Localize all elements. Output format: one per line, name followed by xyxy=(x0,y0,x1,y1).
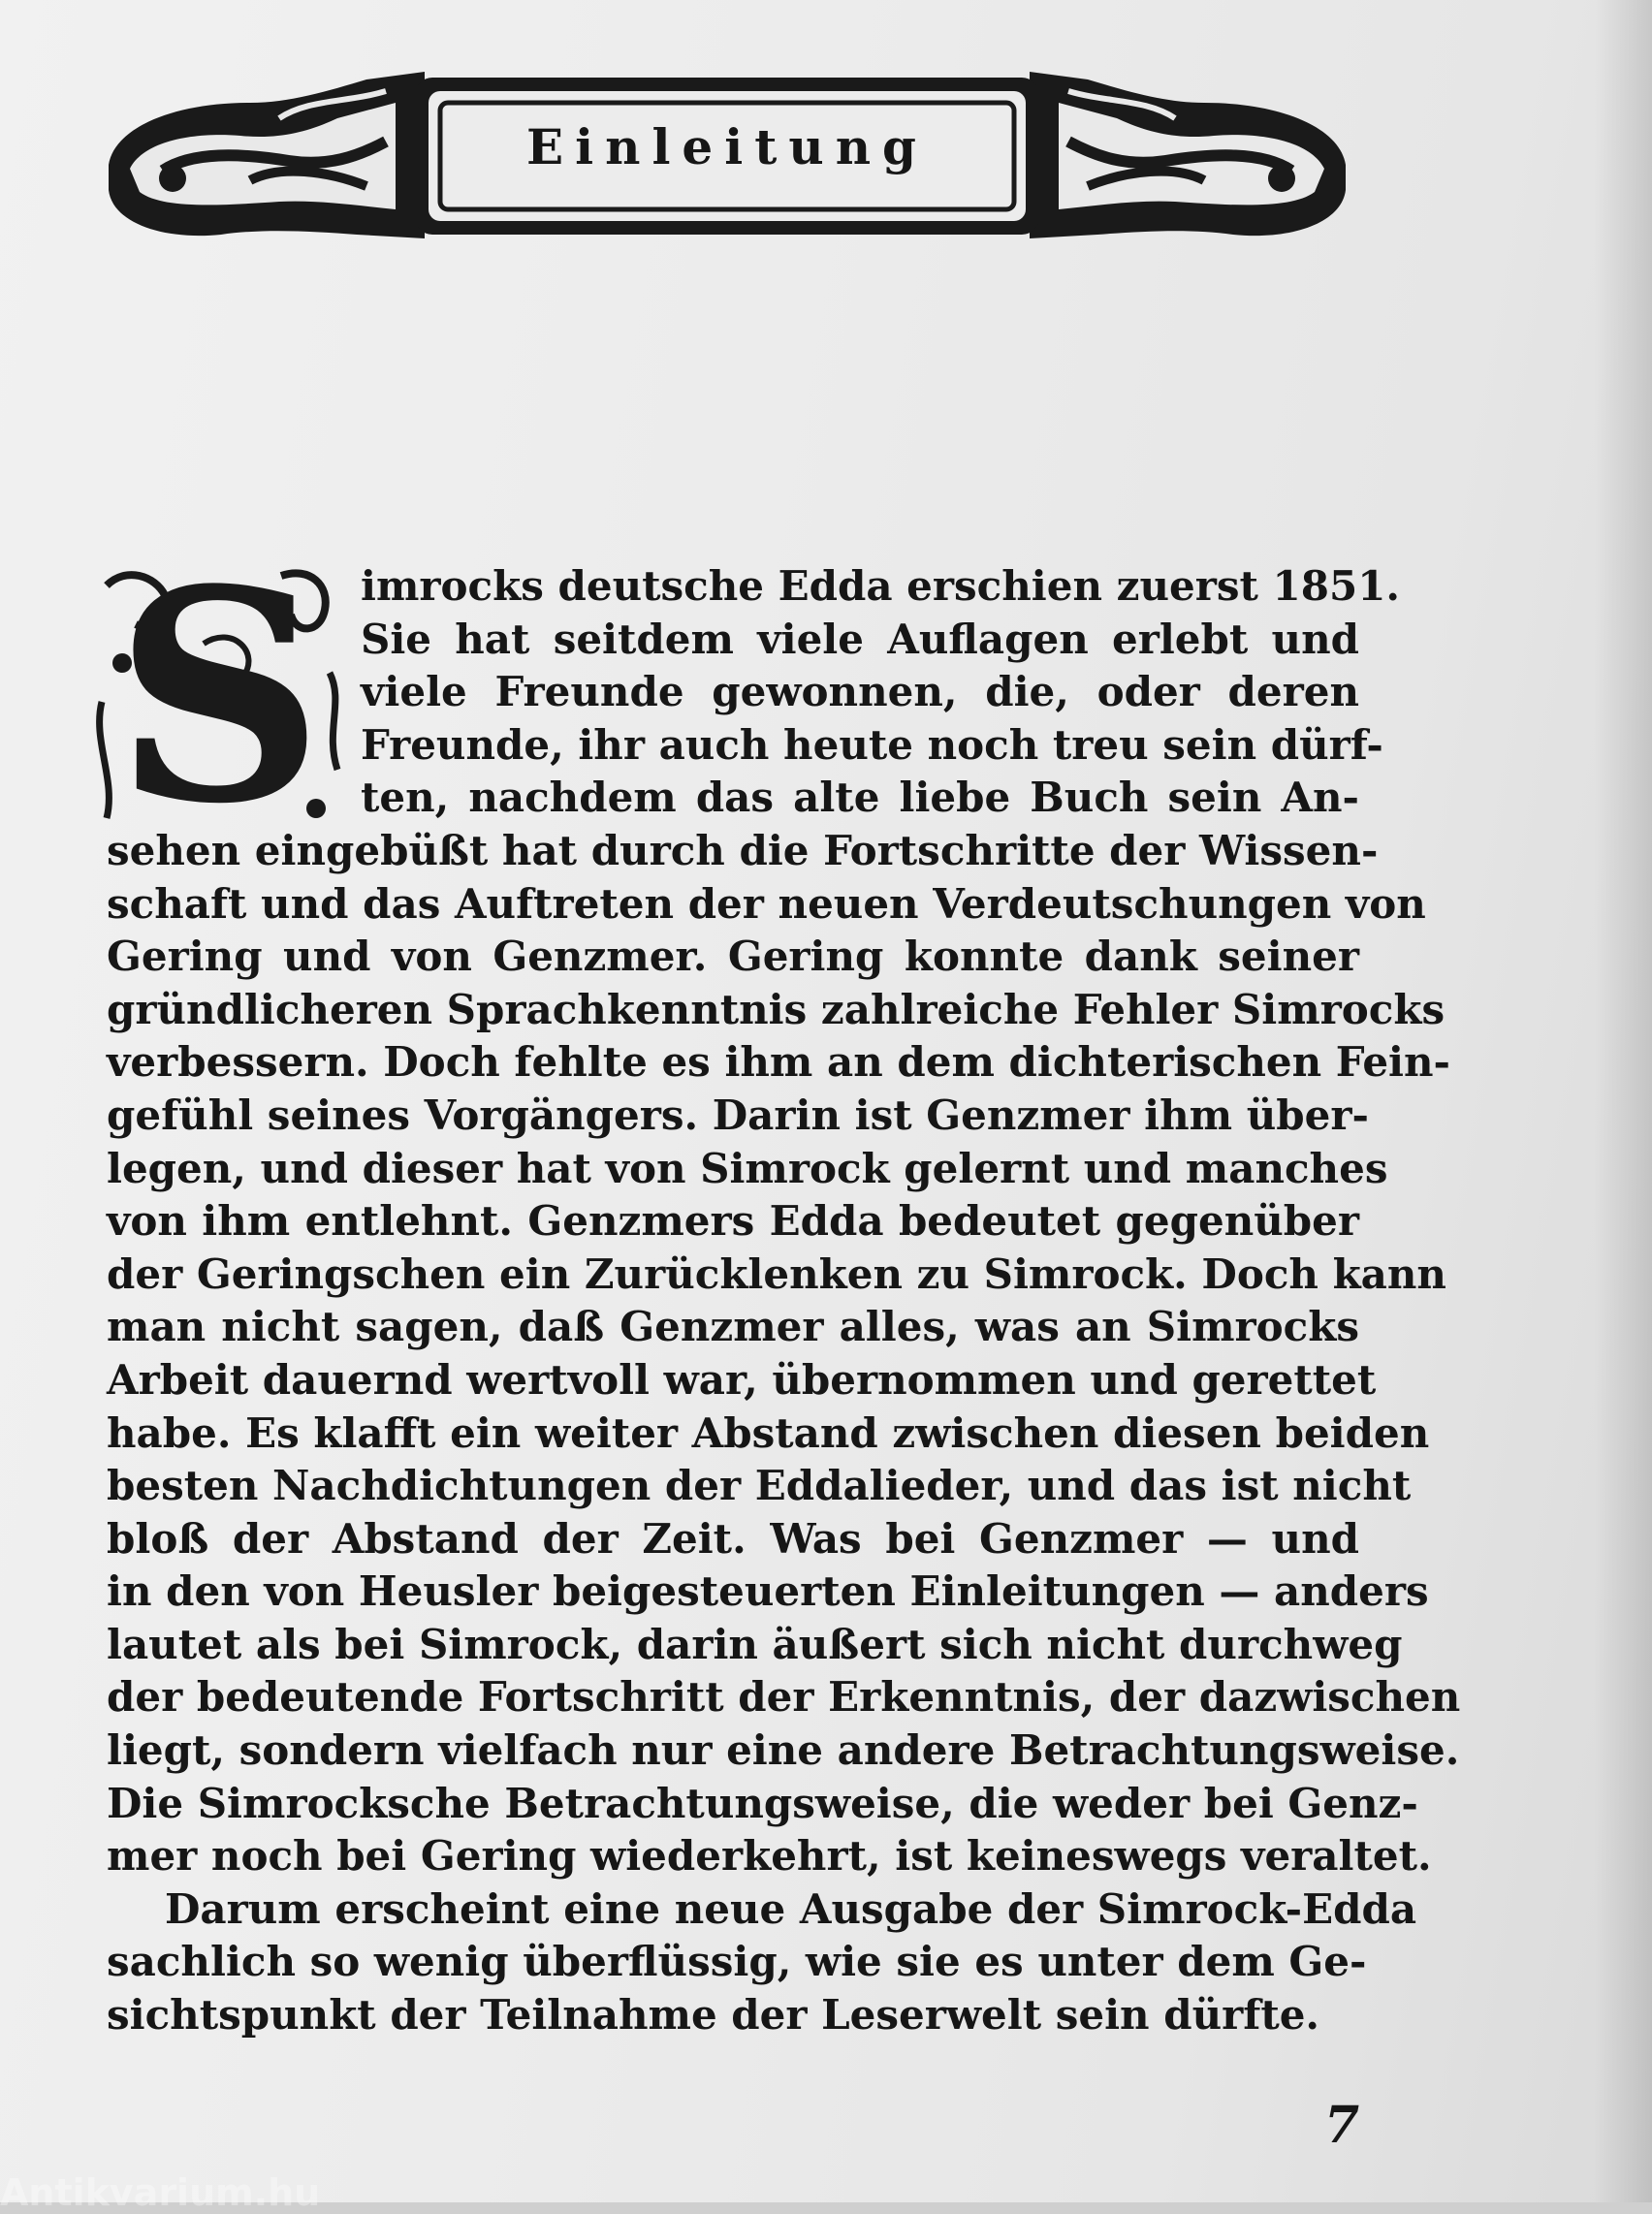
text-line: Arbeit dauernd wertvoll war, übernommen und gerettet xyxy=(107,1355,1377,1404)
text-line: gefühl seines Vorgängers. Darin ist Genzmer ihm über- xyxy=(107,1091,1369,1139)
text-line: besten Nachdichtungen der Eddalieder, und das ist nicht xyxy=(107,1462,1412,1510)
initial-letter: S xyxy=(113,525,325,868)
text-line: von ihm entlehnt. Genzmers Edda bedeutet gegenüber xyxy=(107,1197,1359,1246)
text-line: habe. Es klafft ein weiter Abstand zwischen diesen beiden xyxy=(107,1408,1430,1457)
text-line: gründlicheren Sprachkenntnis zahlreiche Fehler Simrocks xyxy=(107,985,1446,1033)
chapter-title: Einleitung xyxy=(525,118,929,175)
text-line: bloß der Abstand der Zeit. Was bei Genzmer — und xyxy=(107,1514,1359,1563)
text-line: imrocks deutsche Edda erschien zuerst 1851. xyxy=(361,562,1401,610)
text-line: Gering und von Genzmer. Gering konnte dank seiner xyxy=(107,933,1359,981)
text-line: lautet als bei Simrock, darin äußert sich nicht durchweg xyxy=(107,1620,1403,1668)
text-line: legen, und dieser hat von Simrock gelernt und manches xyxy=(107,1144,1388,1192)
text-line: liegt, sondern vielfach nur eine andere Betrachtungsweise. xyxy=(107,1726,1460,1775)
text-line: sehen eingebüßt hat durch die Fortschritte der Wissen- xyxy=(107,826,1379,874)
text-line: Freunde, ihr auch heute noch treu sein dürf- xyxy=(361,720,1383,769)
paragraph-2 xyxy=(107,1883,1417,2042)
text-line: Die Simrocksche Betrachtungsweise, die weder bei Genz- xyxy=(107,1779,1418,1827)
watermark: Antikvarium.hu xyxy=(0,2171,321,2214)
body-text xyxy=(107,560,1461,2042)
text-line: Darum erscheint eine neue Ausgabe der Simrock-Edda xyxy=(165,1884,1417,1933)
text-line: schaft und das Auftreten der neuen Verdeutschungen von xyxy=(107,879,1426,928)
text-line: der Geringschen ein Zurücklenken zu Simrock. Doch kann xyxy=(107,1249,1446,1298)
text-line: viele Freunde gewonnen, die, oder deren xyxy=(361,668,1359,716)
text-line: verbessern. Doch fehlte es ihm an dem dichterischen Fein- xyxy=(107,1038,1450,1087)
ornamental-headpiece xyxy=(105,64,1350,248)
text-line: der bedeutende Fortschritt der Erkenntnis, der dazwischen xyxy=(107,1673,1461,1722)
text-line: in den von Heusler beigesteuerten Einleitungen — anders xyxy=(107,1567,1429,1616)
paragraph-1 xyxy=(107,560,1461,1883)
text-line: Sie hat seitdem viele Auflagen erlebt und xyxy=(361,615,1359,663)
text-line: ten, nachdem das alte liebe Buch sein An- xyxy=(361,774,1359,822)
text-line: man nicht sagen, daß Genzmer alles, was an Simrocks xyxy=(107,1303,1359,1351)
text-line: sachlich so wenig überflüssig, wie sie es unter dem Ge- xyxy=(107,1938,1367,1986)
text-line: sichtspunkt der Teilnahme der Leserwelt sein dürfte. xyxy=(107,1991,1320,2040)
page-number: 7 xyxy=(1324,2096,1360,2155)
text-line: mer noch bei Gering wiederkehrt, ist keineswegs veraltet. xyxy=(107,1832,1432,1881)
